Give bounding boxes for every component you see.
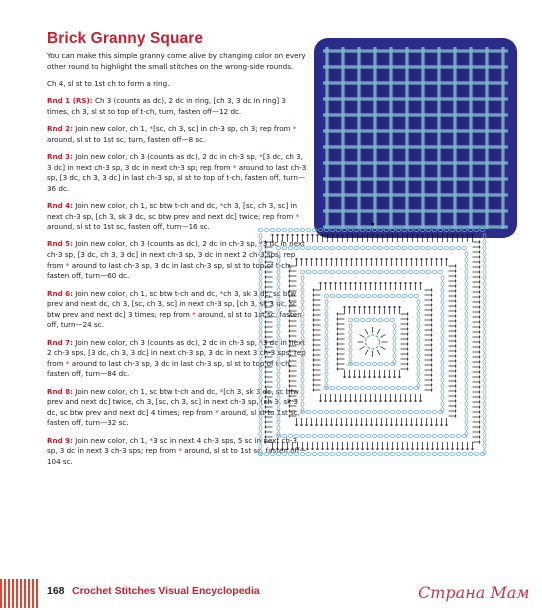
round-label: Rnd 6: <box>47 288 74 298</box>
round-instruction <box>47 152 309 194</box>
intro-paragraph: You can make this simple granny come alive by changing color on every other round to highlight the small stitches on the wrong-side rounds. <box>47 51 306 71</box>
round-label: Rnd 1 (RS): <box>47 96 93 106</box>
round-label: Rnd 2: <box>47 124 74 134</box>
round-text: Ch 3 (counts as dc), 2 dc in ring, [ch 3, 3 dc in ring] 3 times, ch 3, sl st to top of t-ch, turn, fasten off—12 dc. <box>47 96 286 116</box>
round-text: Join new color, ch 1, sc btw t-ch and dc, *ch 3, [sc, ch 3, sc] in next ch-3 sp, [ch 3, sk 3 dc, sc btw prev and next dc] twice; rep from * around, sl st to 1st sc, fasten off, turn—16 sc. <box>47 200 300 232</box>
watermark: Страна Мам <box>418 583 530 602</box>
round-text: Join new color, ch 1, *[sc, ch 3, sc] in ch-3 sp, ch 3; rep from * around, sl st to 1st sc, turn, fasten off—8 sc. <box>47 124 297 144</box>
round-label: Rnd 4: <box>47 200 74 210</box>
book-title: Crochet Stitches Visual Encyclopedia <box>72 585 260 597</box>
round-text: Join new color, ch 3 (counts as dc), 2 dc in ch-3 sp, *[3 dc, ch 3, 3 dc] in next ch-3 sp, 3 dc in next ch-3 sp; rep from * around to last ch-3 sp, [3 dc, ch 3, 3 dc] in last ch-3 sp, sl st to top of t-ch, fasten off, turn—36 dc. <box>47 151 307 193</box>
round-label: Rnd 8: <box>47 386 74 396</box>
round-label: Rnd 3: <box>47 151 74 161</box>
round-text: Join new color, ch 1, sc btw t-ch and dc, *[ch 3, sk 3 dc, sc btw prev and next dc] twice, ch 3, [sc, ch 3, sc] in next ch-3 sp, [ch 3, sk 3 dc, sc btw prev and next dc] 4 times; rep from * around, sl st to 1st sc, fasten off, turn—32 sc. <box>47 386 301 428</box>
round-instruction <box>47 124 309 145</box>
round-instruction <box>47 96 309 117</box>
round-label: Rnd 9: <box>47 435 74 445</box>
round-text: Join new color, ch 1, *3 sc in next 4 ch-3 sps, 5 sc in next ch-3 sp, 3 dc in next 3 ch-3 sps; rep from * around, sl st to 1st sc, fasten off—104 sc. <box>47 435 307 466</box>
foundation-paragraph: Ch 4, sl st to 1st ch to form a ring. <box>47 78 170 88</box>
round-text: Join new color, ch 3 (counts as dc), 2 dc in ch-3 sp, *3 dc in next ch-3 sp, [3 dc, ch 3, 3 dc] in next ch-3 sp, 3 dc in next 2 ch-3 sps; rep from * around to last ch-3 sp, 3 dc in last ch-3 sp, sl st to top of t-ch, fasten off, turn—60 dc. <box>47 239 305 281</box>
pattern-title: Brick Granny Square <box>47 30 204 47</box>
stitch-diagram <box>250 218 495 466</box>
page-number: 168 <box>47 585 65 597</box>
round-label: Rnd 5: <box>47 239 74 249</box>
round-text: Join new color, ch 3 (counts as dc), 2 dc in ch-3 sp, *3 dc in next 2 ch-3 sps, [3 dc, ch 3, 3 dc] in next ch-3 sp, 3 dc in next 3 ch-3 sps; rep from * around to last ch-3 sp, 3 dc in last ch-3 sp, sl st to top of t-ch, fasten off, turn—84 dc. <box>47 337 306 379</box>
granny-square-photo <box>313 37 518 239</box>
footer-stripe-decoration <box>0 579 38 608</box>
round-text: Join new color, ch 1, sc btw t-ch and dc, *ch 3, sk 3 dc, sc btw prev and next dc, ch 3, [sc, ch 3, sc] in next ch-3 sp, [ch 3, sk 3 dc, sc btw prev and next dc] 3 times; rep from * around, sl st to 1st sc, fasten off, turn—24 sc. <box>47 288 302 330</box>
round-label: Rnd 7: <box>47 337 74 347</box>
